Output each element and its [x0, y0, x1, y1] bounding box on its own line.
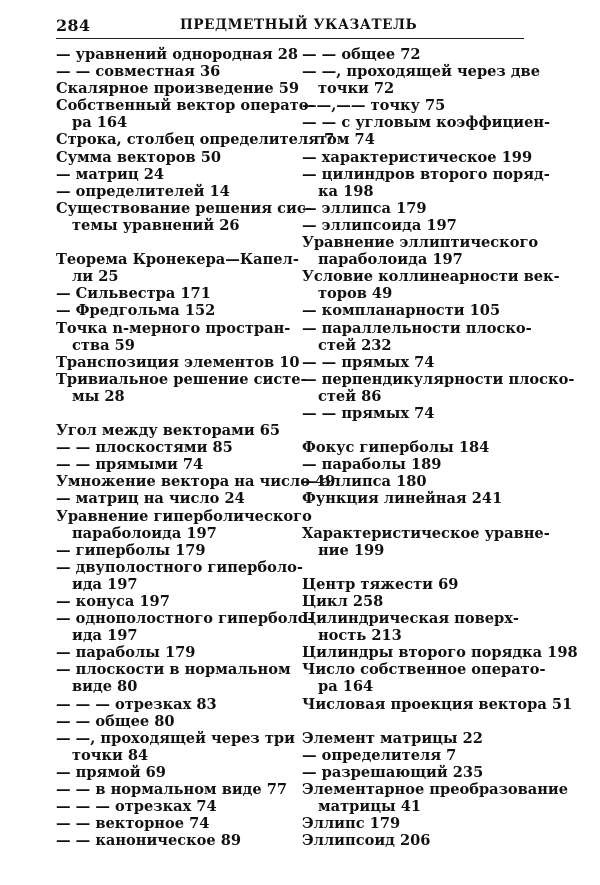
index-entry: — — общее 80	[56, 712, 175, 730]
index-entry: — — плоскостями 85	[56, 439, 233, 457]
index-entry: Цилиндрическая поверх-	[302, 610, 519, 628]
index-entry-continuation: ние 199	[318, 541, 385, 559]
index-entry: Функция линейная 241	[302, 490, 503, 508]
index-entry: Существование решения сис-	[56, 199, 312, 217]
index-entry: — конуса 197	[56, 593, 170, 610]
index-entry-continuation: ра 164	[318, 678, 374, 696]
index-entry: — уравнений однородная 28	[56, 46, 299, 63]
index-entry: — параллельности плоско-	[302, 319, 532, 337]
index-entry-continuation: ли 25	[72, 268, 119, 286]
index-entry: Числовая проекция вектора 51	[302, 695, 573, 713]
index-entry: Цикл 258	[302, 593, 384, 610]
index-entry: — определителей 14	[56, 182, 230, 200]
index-entry: — матриц 24	[56, 165, 165, 183]
page-number: 284	[56, 16, 91, 35]
running-title: ПРЕДМЕТНЫЙ УКАЗАТЕЛЬ	[180, 17, 418, 33]
index-entry-continuation: ка 198	[318, 182, 374, 200]
index-entry-continuation: ра 164	[72, 114, 128, 132]
page-header	[56, 14, 524, 36]
index-entry: Скалярное произведение 59	[56, 80, 300, 98]
index-entry-continuation: мы 28	[72, 387, 125, 405]
index-entry: — — в нормальном виде 77	[56, 781, 288, 799]
index-entry: Умножение вектора на число 49	[56, 473, 336, 491]
header-rule	[56, 38, 524, 39]
index-entry: — параболы 179	[56, 644, 196, 662]
index-entry: Эллипс 179	[302, 815, 401, 833]
index-entry: Сумма векторов 50	[56, 148, 222, 166]
index-entry: — — совместная 36	[56, 63, 221, 81]
index-entry: — —, проходящей через две	[302, 63, 540, 81]
index-column-right	[302, 46, 578, 850]
index-entry: — гиперболы 179	[56, 541, 206, 559]
index-entry: — — — отрезках 74	[56, 798, 217, 816]
index-entry: — эллипса 179	[302, 199, 427, 217]
index-entry-continuation: торов 49	[318, 285, 393, 303]
index-entry: — — прямых 74	[302, 404, 435, 422]
index-entry: Элементарное преобразование	[302, 781, 569, 799]
index-entry: — Сильвестра 171	[56, 285, 211, 303]
index-entry: — цилиндров второго поряд-	[302, 165, 550, 183]
index-entry: — определителя 7	[302, 746, 457, 764]
index-entry-continuation: стей 232	[318, 336, 392, 354]
index-entry-continuation: ность 213	[318, 627, 402, 645]
index-entry: — перпендикулярности плоско-	[302, 370, 575, 388]
index-entry: — эллипсоида 197	[302, 216, 457, 234]
index-entry: — плоскости в нормальном	[56, 661, 291, 679]
section-gap	[302, 422, 524, 439]
index-entry: — — с угловым коэффициен-	[302, 114, 551, 132]
section-gap	[302, 508, 524, 525]
index-entry: Транспозиция элементов 10	[56, 353, 300, 371]
index-column-left	[56, 46, 336, 850]
index-entry: Уравнение эллиптического	[302, 234, 539, 252]
index-entry: — двуполостного гиперболо-	[56, 558, 303, 576]
index-entry: Цилиндры второго порядка 198	[302, 644, 578, 662]
index-entry-continuation: том 74	[318, 131, 375, 149]
index-entry: Собственный вектор операто-	[56, 97, 315, 115]
index-entry: — разрешающий 235	[302, 763, 484, 781]
index-entry: Уравнение гиперболического	[56, 507, 312, 525]
index-entry: Характеристическое уравне-	[302, 524, 550, 542]
index-entry: — эллипса 180	[302, 473, 427, 491]
index-entry: Число собственное операто-	[302, 661, 546, 679]
section-gap	[302, 559, 524, 576]
index-entry-continuation: матрицы 41	[318, 798, 422, 816]
index-entry: — — каноническое 89	[56, 832, 242, 850]
index-entry: Центр тяжести 69	[302, 575, 459, 593]
index-entry-continuation: точки 72	[318, 80, 395, 98]
index-entry: — — прямых 74	[302, 353, 435, 371]
index-entry: — Фредгольма 152	[56, 302, 216, 320]
index-entry: — характеристическое 199	[302, 148, 533, 166]
index-entry-continuation: стей 86	[318, 387, 382, 405]
section-gap	[56, 234, 278, 251]
index-entry: Тривиальное решение систе-	[56, 370, 307, 388]
index-entry: Точка n-мерного простран-	[56, 319, 291, 337]
index-entry: — однополостного гиперболо-	[56, 610, 314, 628]
index-entry-continuation: ида 197	[72, 627, 138, 645]
index-entry: — прямой 69	[56, 763, 166, 781]
index-entry: Условие коллинеарности век-	[302, 268, 560, 286]
index-entry-continuation: параболоида 197	[318, 251, 463, 269]
index-entry-continuation: точки 84	[72, 746, 149, 764]
index-entry: — матриц на число 24	[56, 490, 245, 508]
index-entry: ——,—— точку 75	[302, 97, 446, 115]
section-gap	[56, 405, 278, 422]
index-entry: Эллипсоид 206	[302, 832, 431, 850]
index-entry-continuation: ства 59	[72, 336, 135, 354]
index-entry-continuation: темы уравнений 26	[72, 216, 240, 234]
index-entry: — — — отрезках 83	[56, 695, 217, 713]
index-entry-continuation: виде 80	[72, 678, 138, 696]
index-entry-continuation: ида 197	[72, 575, 138, 593]
index-entry: Фокус гиперболы 184	[302, 439, 490, 457]
index-entry: — параболы 189	[302, 456, 442, 474]
index-entry: — — общее 72	[302, 46, 421, 63]
index-entry: — компланарности 105	[302, 302, 501, 320]
index-entry: Элемент матрицы 22	[302, 729, 483, 747]
index-entry: — — векторное 74	[56, 815, 210, 833]
index-entry: — — прямыми 74	[56, 456, 204, 474]
index-entry: Строка, столбец определителя 7	[56, 131, 335, 149]
index-entry: Угол между векторами 65	[56, 422, 281, 440]
index-entry: — —, проходящей через три	[56, 729, 295, 747]
section-gap	[302, 713, 524, 730]
index-entry: Теорема Кронекера—Капел-	[56, 251, 299, 269]
index-entry-continuation: параболоида 197	[72, 524, 217, 542]
